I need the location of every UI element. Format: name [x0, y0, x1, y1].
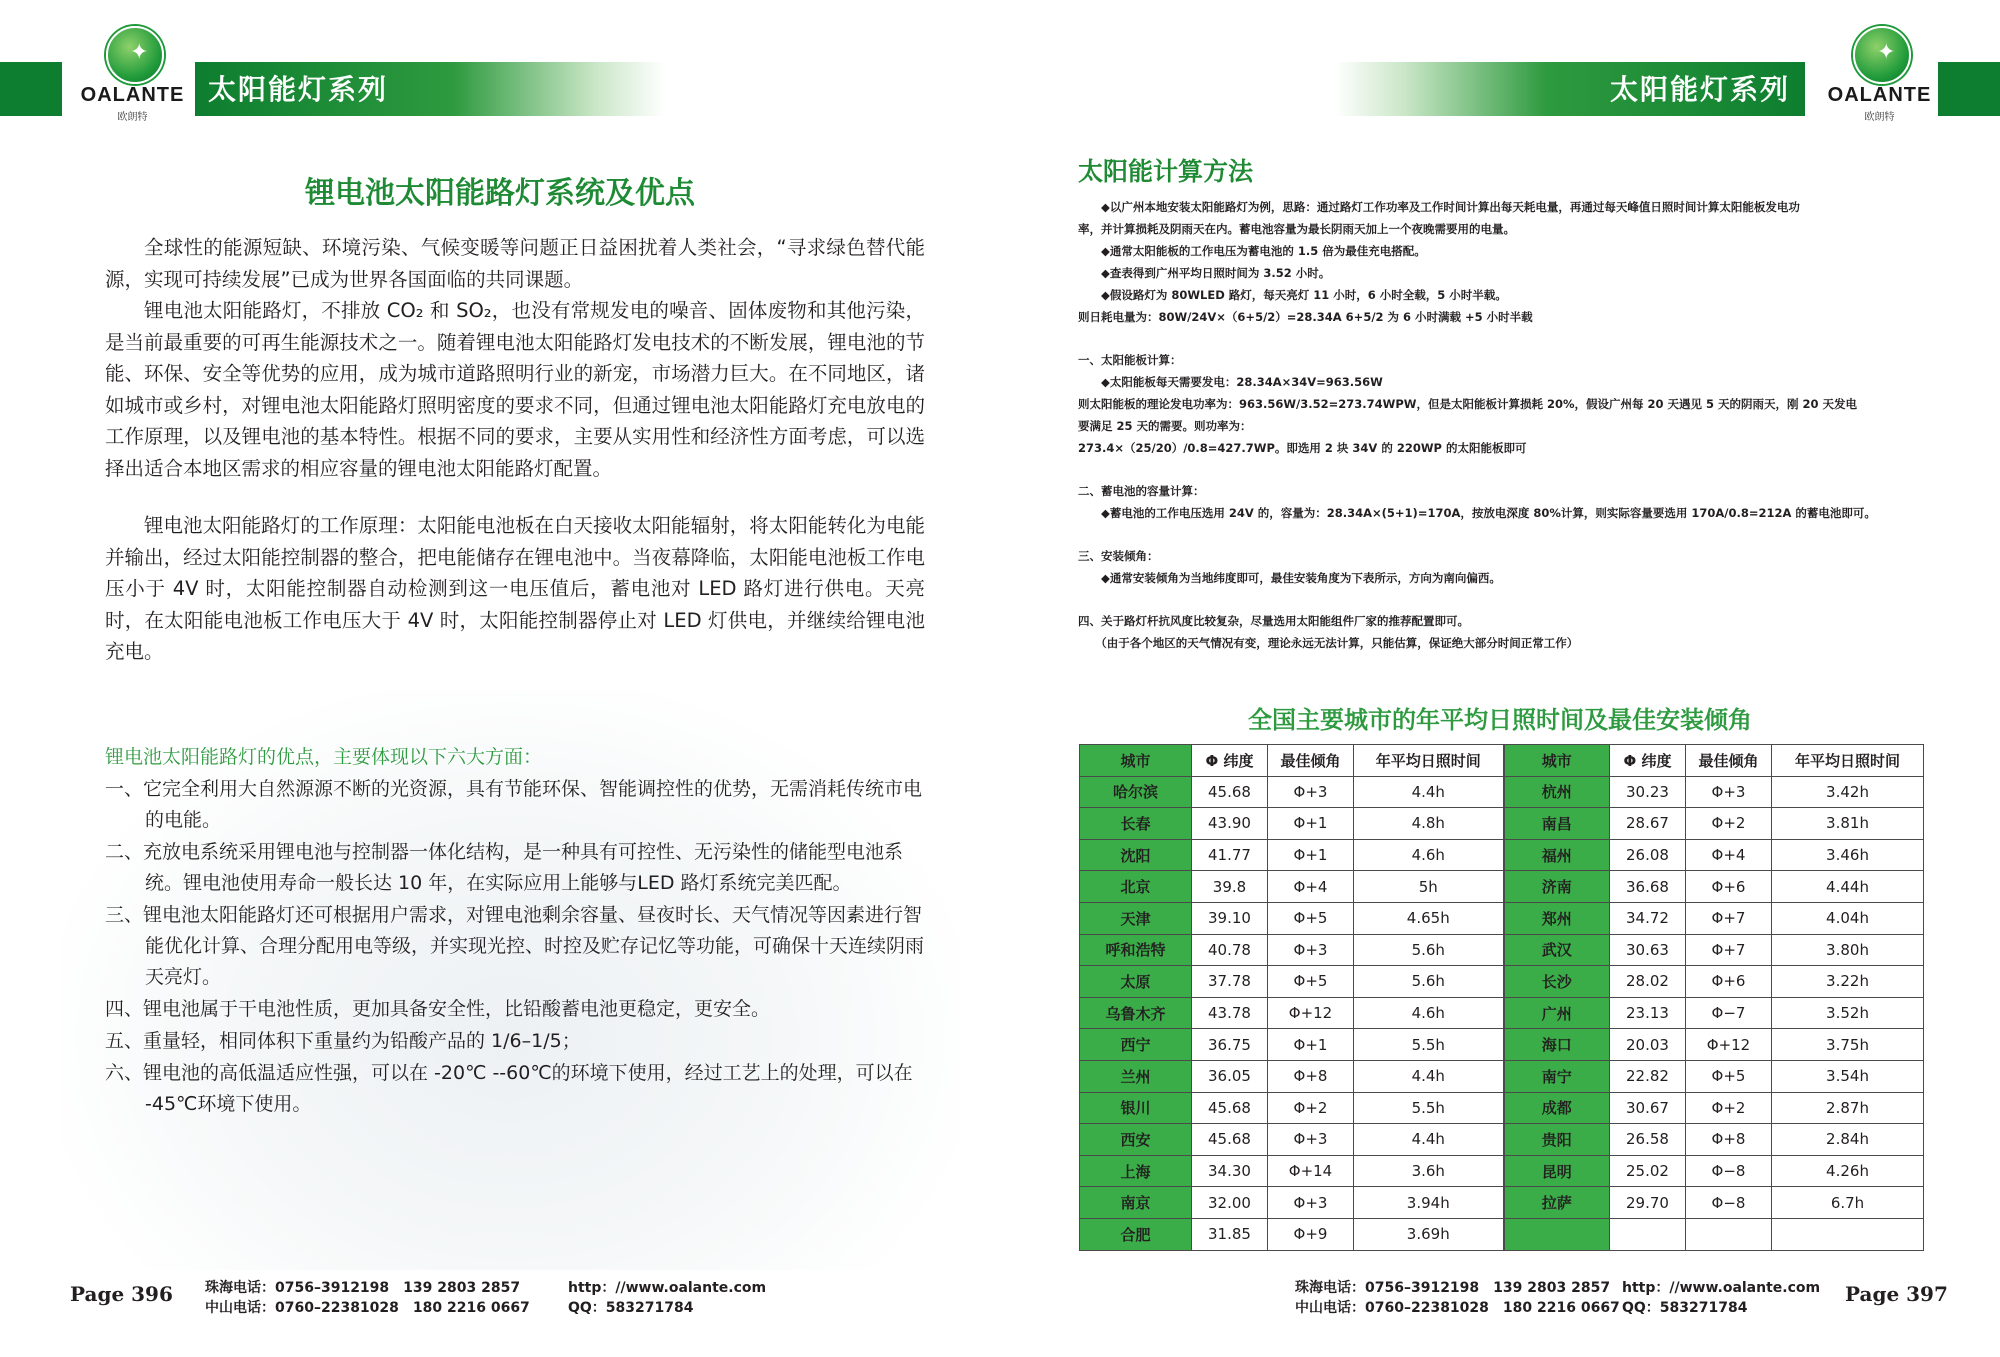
calc-line: ◆以广州本地安装太阳能路灯为例，思路：通过路灯工作功率及工作时间计算出每天耗电量，再通过每天峰值日照时间计算太阳能板发电功 [1078, 200, 1800, 214]
latitude-cell: 39.10 [1192, 902, 1268, 934]
sunshine-cell: 4.6h [1354, 997, 1504, 1029]
sunshine-cell: 3.75h [1772, 1029, 1924, 1061]
city-cell: 郑州 [1504, 902, 1610, 934]
latitude-cell: 32.00 [1192, 1187, 1268, 1219]
principle-section [105, 510, 925, 668]
calc-line: ◆通常安装倾角为当地纬度即可，最佳安装角度为下表所示，方向为南向偏西。 [1078, 571, 1501, 585]
table-row [1080, 1092, 1924, 1124]
latitude-cell: 29.70 [1610, 1187, 1686, 1219]
city-cell: 南京 [1080, 1187, 1192, 1219]
city-cell: 海口 [1504, 1029, 1610, 1061]
tilt-cell: Φ+7 [1686, 934, 1772, 966]
qq-number: QQ：583271784 [1622, 1300, 1748, 1316]
sunshine-cell: 5.5h [1354, 1092, 1504, 1124]
calc-line: ◆查表得到广州平均日照时间为 3.52 小时。 [1078, 266, 1331, 280]
calc-line: （由于各个地区的天气情况有变，理论永远无法计算，只能估算，保证绝大部分时间正常工作） [1078, 636, 1579, 650]
tilt-cell: Φ+3 [1268, 776, 1354, 808]
latitude-cell: 25.02 [1610, 1155, 1686, 1187]
calc-line: 要满足 25 天的需要。则功率为： [1078, 419, 1252, 433]
advantages-list [105, 774, 925, 1121]
tilt-cell: Φ+2 [1686, 1092, 1772, 1124]
latitude-cell: 31.85 [1192, 1218, 1268, 1250]
zhuhai-phone: 珠海电话：0756–3912198 139 2803 2857 [205, 1280, 521, 1296]
latitude-cell: 26.58 [1610, 1124, 1686, 1156]
logo-globe-icon: ✦ [106, 26, 164, 84]
sunshine-cell: 4.4h [1354, 1124, 1504, 1156]
logo-subtext: 欧朗特 [1864, 112, 1895, 123]
col-header-tilt: 最佳倾角 [1268, 745, 1354, 777]
col-header-city: 城市 [1080, 745, 1192, 777]
header-green-tab [0, 62, 62, 116]
tilt-cell: Φ+1 [1268, 839, 1354, 871]
tilt-cell: Φ+1 [1268, 1029, 1354, 1061]
zhongshan-phone: 中山电话：0760–22381028 180 2216 0667 [1295, 1300, 1620, 1316]
latitude-cell: 30.67 [1610, 1092, 1686, 1124]
tilt-cell [1686, 1218, 1772, 1250]
latitude-cell: 41.77 [1192, 839, 1268, 871]
city-cell: 广州 [1504, 997, 1610, 1029]
sunshine-cell: 6.7h [1772, 1187, 1924, 1219]
website-link[interactable]: http：//www.oalante.com [568, 1280, 767, 1296]
latitude-cell: 34.72 [1610, 902, 1686, 934]
tilt-cell: Φ+3 [1268, 934, 1354, 966]
calc-line: ◆假设路灯为 80WLED 路灯，每天亮灯 11 小时，6 小时全载，5 小时半载。 [1078, 288, 1507, 302]
tilt-cell: Φ−7 [1686, 997, 1772, 1029]
calc-method-title: 太阳能计算方法 [1078, 157, 1254, 186]
logo-text: OALANTE [1827, 84, 1932, 106]
latitude-cell: 45.68 [1192, 1092, 1268, 1124]
calc-line: 273.4×（25/20）/0.8=427.7WP。即选用 2 块 34V 的 220WP 的太阳能板即可 [1078, 441, 1527, 455]
page-title: 锂电池太阳能路灯系统及优点 [305, 176, 695, 211]
tilt-cell: Φ+5 [1268, 966, 1354, 998]
table-title: 全国主要城市的年平均日照时间及最佳安装倾角 [1248, 706, 1752, 734]
table-row [1080, 1060, 1924, 1092]
city-cell: 沈阳 [1080, 839, 1192, 871]
latitude-cell: 40.78 [1192, 934, 1268, 966]
latitude-cell [1610, 1218, 1686, 1250]
calc-line: 四、关于路灯杆抗风度比较复杂，尽量选用太阳能组件厂家的推荐配置即可。 [1078, 614, 1469, 628]
sunshine-cell: 3.81h [1772, 808, 1924, 840]
advantage-item: 一、它完全利用大自然源源不断的光资源，具有节能环保、智能调控性的优势，无需消耗传统市电的电能。 [105, 778, 923, 831]
tilt-cell: Φ−8 [1686, 1187, 1772, 1219]
city-cell: 昆明 [1504, 1155, 1610, 1187]
table-row [1080, 966, 1924, 998]
latitude-cell: 37.78 [1192, 966, 1268, 998]
calc-line: 则日耗电量为：80W/24V×（6+5/2）=28.34A 6+5/2 为 6 小时满载 +5 小时半载 [1078, 310, 1533, 324]
tilt-cell: Φ+4 [1268, 871, 1354, 903]
website-link[interactable]: http：//www.oalante.com [1622, 1280, 1821, 1296]
page-number: Page 396 [70, 1282, 173, 1306]
tilt-cell: Φ+12 [1686, 1029, 1772, 1061]
latitude-cell: 23.13 [1610, 997, 1686, 1029]
sunshine-cell: 5h [1354, 871, 1504, 903]
sunshine-cell: 4.04h [1772, 902, 1924, 934]
latitude-cell: 30.63 [1610, 934, 1686, 966]
calc-line: 三、安装倾角： [1078, 549, 1159, 563]
latitude-cell: 28.67 [1610, 808, 1686, 840]
calc-line: 一、太阳能板计算： [1078, 353, 1182, 367]
sunshine-cell: 3.54h [1772, 1060, 1924, 1092]
sunshine-cell: 3.6h [1354, 1155, 1504, 1187]
tilt-cell: Φ+3 [1268, 1187, 1354, 1219]
sunshine-cell: 3.94h [1354, 1187, 1504, 1219]
calc-line: ◆太阳能板每天需要发电：28.34A×34V=963.56W [1078, 375, 1383, 389]
tilt-cell: Φ+6 [1686, 871, 1772, 903]
sunshine-cell: 4.44h [1772, 871, 1924, 903]
city-cell: 拉萨 [1504, 1187, 1610, 1219]
calc-line: 率，并计算损耗及阴雨天在内。蓄电池容量为最长阴雨天加上一个夜晚需要用的电量。 [1078, 222, 1515, 236]
calc-line: ◆通常太阳能板的工作电压为蓄电池的 1.5 倍为最佳充电搭配。 [1078, 244, 1426, 258]
city-cell: 兰州 [1080, 1060, 1192, 1092]
sunshine-cell: 3.46h [1772, 839, 1924, 871]
col-header-city: 城市 [1504, 745, 1610, 777]
tilt-cell: Φ+7 [1686, 902, 1772, 934]
tilt-cell: Φ+3 [1268, 1124, 1354, 1156]
col-header-sunshine: 年平均日照时间 [1354, 745, 1504, 777]
calc-line: ◆蓄电池的工作电压选用 24V 的，容量为：28.34A×(5+1)=170A，按放电深度 80%计算，则实际容量要选用 170A/0.8=212A 的蓄电池即可。 [1078, 506, 1876, 520]
city-cell: 天津 [1080, 902, 1192, 934]
logo-subtext: 欧朗特 [117, 112, 148, 123]
city-cell: 济南 [1504, 871, 1610, 903]
city-cell: 成都 [1504, 1092, 1610, 1124]
advantage-item: 二、充放电系统采用锂电池与控制器一体化结构，是一种具有可控性、无污染性的储能型电池系统。锂电池使用寿命一般长达 10 年，在实际应用上能够与LED 路灯系统完美匹配。 [105, 841, 904, 894]
col-header-latitude: Φ 纬度 [1192, 745, 1268, 777]
footer-contact [1622, 1278, 1820, 1318]
advantage-item: 三、锂电池太阳能路灯还可根据用户需求，对锂电池剩余容量、昼夜时长、天气情况等因素进行智能优化计算、合理分配用电等级，并实现光控、时控及贮存记忆等功能，可确保十天连续阴雨天亮灯。 [105, 904, 925, 988]
footer-contact [568, 1278, 766, 1318]
table-row [1080, 1218, 1924, 1250]
header-title: 太阳能灯系列 [208, 73, 389, 106]
qq-number: QQ：583271784 [568, 1300, 694, 1316]
sunshine-cell: 3.52h [1772, 997, 1924, 1029]
sunshine-cell [1772, 1218, 1924, 1250]
latitude-cell: 30.23 [1610, 776, 1686, 808]
latitude-cell: 34.30 [1192, 1155, 1268, 1187]
city-cell: 太原 [1080, 966, 1192, 998]
table-row [1080, 871, 1924, 903]
city-cell: 乌鲁木齐 [1080, 997, 1192, 1029]
sunshine-cell: 4.4h [1354, 1060, 1504, 1092]
city-cell: 长春 [1080, 808, 1192, 840]
tilt-cell: Φ+8 [1686, 1124, 1772, 1156]
city-cell: 杭州 [1504, 776, 1610, 808]
city-cell: 北京 [1080, 871, 1192, 903]
tilt-cell: Φ+4 [1686, 839, 1772, 871]
tilt-cell: Φ+9 [1268, 1218, 1354, 1250]
advantage-item: 六、锂电池的高低温适应性强，可以在 -20℃ --60℃的环境下使用，经过工艺上的处理，可以在 -45℃环境下使用。 [105, 1062, 913, 1115]
brand-logo [70, 26, 195, 126]
intro-paragraph-2: 锂电池太阳能路灯，不排放 CO₂ 和 SO₂，也没有常规发电的噪音、固体废物和其他污染，是当前最重要的可再生能源技术之一。随着锂电池太阳能路灯发电技术的不断发展，锂电池的节能、环保、安全等优势的应用，成为城市道路照明行业的新宠，市场潜力巨大。在不同地区，诸如城市或乡村，对锂电池太阳能路灯照明密度的要求不同，但通过锂电池太阳能路灯充电放电的工作原理，以及锂电池的基本特性。根据不同的要求，主要从实用性和经济性方面考虑，可以选择出适合本地区需求的相应容量的锂电池太阳能路灯配置。 [105, 299, 925, 480]
city-sunshine-table [1079, 744, 1924, 1251]
header-title: 太阳能灯系列 [1609, 73, 1790, 106]
latitude-cell: 28.02 [1610, 966, 1686, 998]
calc-line: 则太阳能板的理论发电功率为：963.56W/3.52=273.74WPW，但是太阳能板计算损耗 20%，假设广州每 20 天遇见 5 天的阴雨天，刚 20 天发电 [1078, 397, 1858, 411]
sunshine-cell: 5.6h [1354, 966, 1504, 998]
col-header-tilt: 最佳倾角 [1686, 745, 1772, 777]
table-row [1080, 902, 1924, 934]
tilt-cell: Φ+8 [1268, 1060, 1354, 1092]
city-cell: 西安 [1080, 1124, 1192, 1156]
sunshine-cell: 4.6h [1354, 839, 1504, 871]
latitude-cell: 39.8 [1192, 871, 1268, 903]
table-row [1080, 1029, 1924, 1061]
tilt-cell: Φ+1 [1268, 808, 1354, 840]
table-row [1080, 1124, 1924, 1156]
advantage-item: 五、重量轻，相同体积下重量约为铅酸产品的 1/6–1/5； [105, 1030, 581, 1052]
principle-paragraph: 锂电池太阳能路灯的工作原理：太阳能电池板在白天接收太阳能辐射，将太阳能转化为电能并输出，经过太阳能控制器的整合，把电能储存在锂电池中。当夜幕降临，太阳能电池板工作电压小于 4V 时，太阳能控制器自动检测到这一电压值后，蓄电池对 LED 路灯进行供电。天亮时，在太阳能电池板工作电压大于 4V 时，太阳能控制器停止对 LED 灯供电，并继续给锂电池充电。 [105, 514, 925, 663]
latitude-cell: 36.75 [1192, 1029, 1268, 1061]
tilt-cell: Φ+5 [1268, 902, 1354, 934]
advantages-heading: 锂电池太阳能路灯的优点，主要体现以下六大方面： [105, 746, 543, 768]
col-header-latitude: Φ 纬度 [1610, 745, 1686, 777]
tilt-cell: Φ+12 [1268, 997, 1354, 1029]
latitude-cell: 36.68 [1610, 871, 1686, 903]
sunshine-cell: 3.22h [1772, 966, 1924, 998]
table-header-row [1080, 745, 1924, 777]
tilt-cell: Φ+6 [1686, 966, 1772, 998]
brand-logo [1817, 26, 1942, 126]
sunshine-cell: 3.42h [1772, 776, 1924, 808]
sunshine-cell: 5.6h [1354, 934, 1504, 966]
city-cell: 长沙 [1504, 966, 1610, 998]
latitude-cell: 43.90 [1192, 808, 1268, 840]
city-cell: 西宁 [1080, 1029, 1192, 1061]
city-cell: 武汉 [1504, 934, 1610, 966]
logo-text: OALANTE [80, 84, 185, 106]
table-row [1080, 1187, 1924, 1219]
zhongshan-phone: 中山电话：0760–22381028 180 2216 0667 [205, 1300, 530, 1316]
calc-line: 二、蓄电池的容量计算： [1078, 484, 1205, 498]
latitude-cell: 43.78 [1192, 997, 1268, 1029]
header-green-tab [1938, 62, 2000, 116]
table-row [1080, 997, 1924, 1029]
city-cell: 上海 [1080, 1155, 1192, 1187]
col-header-sunshine: 年平均日照时间 [1772, 745, 1924, 777]
logo-globe-icon: ✦ [1853, 26, 1911, 84]
sunshine-cell: 4.4h [1354, 776, 1504, 808]
table-row [1080, 776, 1924, 808]
intro-paragraph-1: 全球性的能源短缺、环境污染、气候变暖等问题正日益困扰着人类社会，“寻求绿色替代能源，实现可持续发展”已成为世界各国面临的共同课题。 [105, 236, 925, 291]
zhuhai-phone: 珠海电话：0756–3912198 139 2803 2857 [1295, 1280, 1611, 1296]
tilt-cell: Φ+14 [1268, 1155, 1354, 1187]
city-cell: 南昌 [1504, 808, 1610, 840]
tilt-cell: Φ+3 [1686, 776, 1772, 808]
latitude-cell: 45.68 [1192, 1124, 1268, 1156]
tilt-cell: Φ+5 [1686, 1060, 1772, 1092]
latitude-cell: 22.82 [1610, 1060, 1686, 1092]
sunshine-cell: 3.80h [1772, 934, 1924, 966]
latitude-cell: 26.08 [1610, 839, 1686, 871]
sunshine-cell: 2.84h [1772, 1124, 1924, 1156]
latitude-cell: 20.03 [1610, 1029, 1686, 1061]
footer-phones [1295, 1278, 1620, 1318]
city-cell [1504, 1218, 1610, 1250]
advantage-item: 四、锂电池属于干电池性质，更加具备安全性，比铅酸蓄电池更稳定，更安全。 [105, 998, 771, 1020]
sunshine-cell: 5.5h [1354, 1029, 1504, 1061]
right-page [1000, 0, 2000, 1357]
latitude-cell: 36.05 [1192, 1060, 1268, 1092]
sunshine-cell: 4.65h [1354, 902, 1504, 934]
tilt-cell: Φ+2 [1686, 808, 1772, 840]
city-cell: 呼和浩特 [1080, 934, 1192, 966]
table-row [1080, 808, 1924, 840]
table-row [1080, 839, 1924, 871]
intro-section [105, 232, 925, 484]
footer-phones [205, 1278, 530, 1318]
table-body [1080, 776, 1924, 1250]
latitude-cell: 45.68 [1192, 776, 1268, 808]
table-row [1080, 934, 1924, 966]
sunshine-cell: 4.8h [1354, 808, 1504, 840]
sunshine-cell: 3.69h [1354, 1218, 1504, 1250]
city-cell: 哈尔滨 [1080, 776, 1192, 808]
tilt-cell: Φ−8 [1686, 1155, 1772, 1187]
city-cell: 南宁 [1504, 1060, 1610, 1092]
city-cell: 贵阳 [1504, 1124, 1610, 1156]
tilt-cell: Φ+2 [1268, 1092, 1354, 1124]
sunshine-cell: 2.87h [1772, 1092, 1924, 1124]
city-cell: 合肥 [1080, 1218, 1192, 1250]
city-cell: 福州 [1504, 839, 1610, 871]
page-number: Page 397 [1845, 1282, 1948, 1306]
table-row [1080, 1155, 1924, 1187]
city-cell: 银川 [1080, 1092, 1192, 1124]
sunshine-cell: 4.26h [1772, 1155, 1924, 1187]
